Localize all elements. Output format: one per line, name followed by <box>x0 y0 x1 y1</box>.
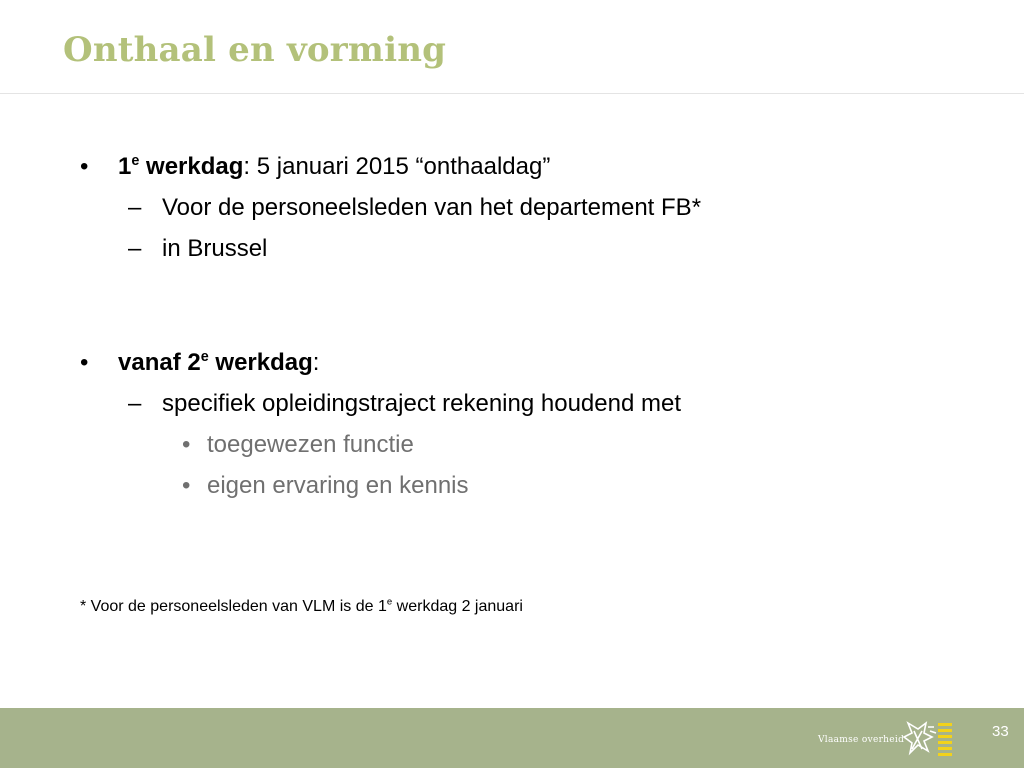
subbullet-text: in Brussel <box>162 235 268 262</box>
bullet-first-workday <box>80 152 550 182</box>
subbullet-personnel-fb <box>128 193 701 223</box>
dash-marker: – <box>128 235 142 262</box>
subbullet-brussel <box>128 234 267 264</box>
subbullet-text: Voor de personeelsleden van het departement FB* <box>162 194 702 221</box>
bullet-text: : <box>312 349 320 376</box>
subbullet-text: specifiek opleidingstraject rekening houdend met <box>162 390 681 417</box>
subsubbullet-text: eigen ervaring en kennis <box>207 472 469 499</box>
bullet-bold-label: vanaf 2e werkdag <box>118 349 313 376</box>
title-divider <box>0 93 1024 94</box>
dash-marker: – <box>128 390 142 417</box>
bullet-bold-label: 1e werkdag <box>118 153 244 180</box>
dash-marker: – <box>128 194 142 221</box>
logo-text: Vlaamse overheid <box>818 735 905 745</box>
bullet-marker: • <box>182 431 191 458</box>
subsubbullet-text: toegewezen functie <box>207 431 414 458</box>
bullet-from-second-workday <box>80 348 319 378</box>
footer-bar <box>0 708 1024 768</box>
subbullet-training-track <box>128 389 681 419</box>
bullet-marker: • <box>80 349 89 376</box>
subsubbullet-assigned-function <box>182 430 414 460</box>
flemish-lion-logo-icon <box>902 719 954 761</box>
bullet-text: : 5 januari 2015 “onthaaldag” <box>243 153 551 180</box>
subsubbullet-experience-knowledge <box>182 471 469 501</box>
slide-title: Onthaal en vorming <box>63 30 447 70</box>
footnote: * Voor de personeelsleden van VLM is de 1e werkdag 2 januari <box>80 596 523 615</box>
bullet-marker: • <box>182 472 191 499</box>
bullet-marker: • <box>80 153 89 180</box>
page-number: 33 <box>992 723 1009 740</box>
